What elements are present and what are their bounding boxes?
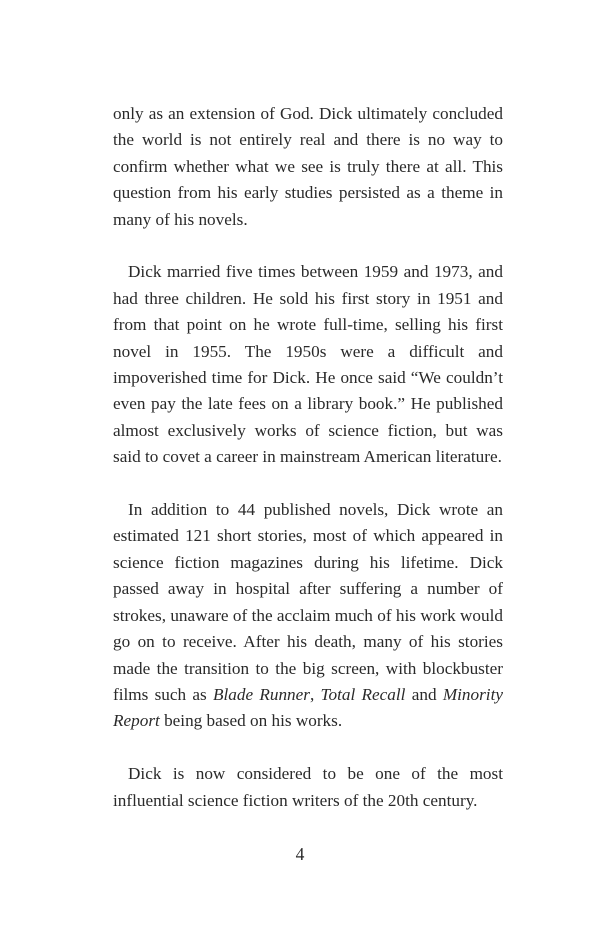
film-title-minority-report: Minority Report: [113, 684, 503, 731]
paragraph-1: [113, 101, 503, 233]
paragraph-1-text: only as an extension of God. Dick ultimately concluded the world is not entirely real and there is no way to confirm whether what we see is truly there at all. This question from his early studies persisted as a theme in many of his novels.: [113, 104, 503, 229]
paragraph-4: [113, 761, 503, 814]
body-text: [113, 101, 503, 840]
paragraph-2-text: Dick married five times between 1959 and 1973, and had three children. He sold his first story in 1951 and from that point on he wrote full-time, selling his first novel in 1955. The 1950s were a difficult and impoverished time for Dick. He once said “We couldn’t even pay the late fees on a library book.” He published almost exclusively works of science fiction, but was said to covet a career in mainstream American literature.: [113, 262, 503, 467]
page-number: 4: [295, 844, 305, 864]
paragraph-4-text: Dick is now considered to be one of the most influential science fiction writers of the 20th century.: [113, 764, 503, 810]
paragraph-2: [113, 259, 503, 470]
film-title-blade-runner: Blade Runner: [213, 684, 310, 704]
paragraph-3: [113, 497, 503, 735]
paragraph-3-text-d: being based on his works.: [159, 711, 343, 731]
paragraph-3-text-b: ,: [309, 684, 321, 704]
paragraph-3-text-c: and: [405, 684, 443, 704]
paragraph-3-text-a: In addition to 44 published novels, Dick wrote an estimated 121 short stories, most of which appeared in science fiction magazines during his lifetime. Dick passed away in hospital after suffering a number of strokes, unaware of the acclaim much of his work would go on to receive. After his death, many of his stories made the transition to the big screen, with blockbuster films such as: [113, 500, 503, 704]
film-title-total-recall: Total Recall: [320, 684, 406, 704]
